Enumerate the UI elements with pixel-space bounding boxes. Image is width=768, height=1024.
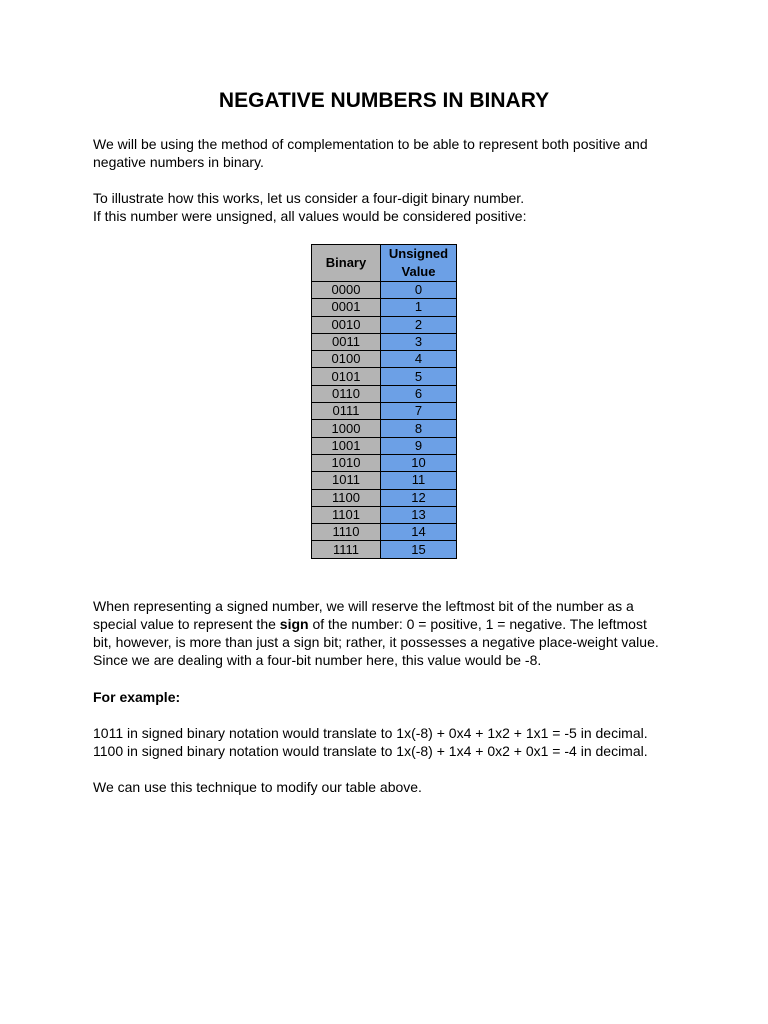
- table-row: [312, 524, 457, 541]
- unsigned-value-cell: 15: [381, 541, 457, 558]
- binary-cell: 1001: [312, 437, 381, 454]
- table-row: [312, 489, 457, 506]
- table-row: [312, 368, 457, 385]
- unsigned-value-cell: 5: [381, 368, 457, 385]
- unsigned-value-cell: 2: [381, 316, 457, 333]
- intro-paragraph: [93, 135, 683, 171]
- table-row: [312, 420, 457, 437]
- binary-cell: 0010: [312, 316, 381, 333]
- binary-cell: 0000: [312, 282, 381, 299]
- unsigned-value-cell: 3: [381, 333, 457, 350]
- binary-cell: 1111: [312, 541, 381, 558]
- signed-line-text: special value to represent the: [93, 616, 280, 632]
- unsigned-value-cell: 12: [381, 489, 457, 506]
- header-binary: Binary: [312, 245, 381, 282]
- unsigned-value-cell: 10: [381, 454, 457, 471]
- binary-cell: 1101: [312, 506, 381, 523]
- binary-cell: 1011: [312, 472, 381, 489]
- table-row: [312, 472, 457, 489]
- signed-line: bit, however, is more than just a sign bit; rather, it possesses a negative place-weight value.: [93, 634, 659, 650]
- unsigned-value-cell: 0: [381, 282, 457, 299]
- binary-cell: 1100: [312, 489, 381, 506]
- example-heading: For example:: [93, 689, 181, 705]
- table-row: [312, 437, 457, 454]
- table-row: [312, 454, 457, 471]
- binary-cell: 1000: [312, 420, 381, 437]
- unsigned-value-cell: 14: [381, 524, 457, 541]
- unsigned-value-cell: 4: [381, 351, 457, 368]
- signed-line: Since we are dealing with a four-bit number here, this value would be -8.: [93, 652, 542, 668]
- binary-cell: 0110: [312, 385, 381, 402]
- illustrate-paragraph: [93, 189, 683, 225]
- unsigned-value-cell: 9: [381, 437, 457, 454]
- closing-paragraph: We can use this technique to modify our table above.: [93, 779, 422, 795]
- header-unsigned-value: Unsigned Value: [381, 245, 457, 282]
- unsigned-value-cell: 11: [381, 472, 457, 489]
- binary-cell: 0100: [312, 351, 381, 368]
- unsigned-value-cell: 8: [381, 420, 457, 437]
- examples-paragraph: [93, 724, 683, 760]
- table-row: [312, 403, 457, 420]
- signed-line: [93, 615, 683, 633]
- binary-table: [311, 244, 457, 559]
- table-row: [312, 541, 457, 558]
- intro-line: We will be using the method of complementation to be able to represent both positive and: [93, 136, 648, 152]
- unsigned-value-cell: 1: [381, 299, 457, 316]
- binary-cell: 1110: [312, 524, 381, 541]
- intro-line: negative numbers in binary.: [93, 154, 264, 170]
- unsigned-value-cell: 7: [381, 403, 457, 420]
- table-row: [312, 385, 457, 402]
- table-row: [312, 299, 457, 316]
- binary-cell: 1010: [312, 454, 381, 471]
- illustrate-line: If this number were unsigned, all values would be considered positive:: [93, 208, 527, 224]
- signed-line-text: of the number: 0 = positive, 1 = negative. The leftmost: [308, 616, 647, 632]
- example-line: 1100 in signed binary notation would translate to 1x(-8) + 1x4 + 0x2 + 0x1 = -4 in decimal.: [93, 743, 648, 759]
- example-line: 1011 in signed binary notation would translate to 1x(-8) + 0x4 + 1x2 + 1x1 = -5 in decimal.: [93, 725, 648, 741]
- table-row: [312, 282, 457, 299]
- binary-cell: 0101: [312, 368, 381, 385]
- binary-cell: 0001: [312, 299, 381, 316]
- page-title: NEGATIVE NUMBERS IN BINARY: [218, 89, 550, 112]
- table-body: [312, 282, 457, 559]
- binary-cell: 0011: [312, 333, 381, 350]
- table-row: [312, 333, 457, 350]
- table-row: [312, 351, 457, 368]
- sign-keyword: sign: [279, 616, 309, 632]
- unsigned-value-cell: 13: [381, 506, 457, 523]
- table-row: [312, 506, 457, 523]
- unsigned-value-cell: 6: [381, 385, 457, 402]
- table-row: [312, 316, 457, 333]
- binary-cell: 0111: [312, 403, 381, 420]
- table-header-row: [312, 245, 457, 282]
- signed-line: When representing a signed number, we will reserve the leftmost bit of the number as a: [93, 598, 634, 614]
- signed-paragraph: [93, 597, 683, 669]
- illustrate-line: To illustrate how this works, let us consider a four-digit binary number.: [93, 190, 525, 206]
